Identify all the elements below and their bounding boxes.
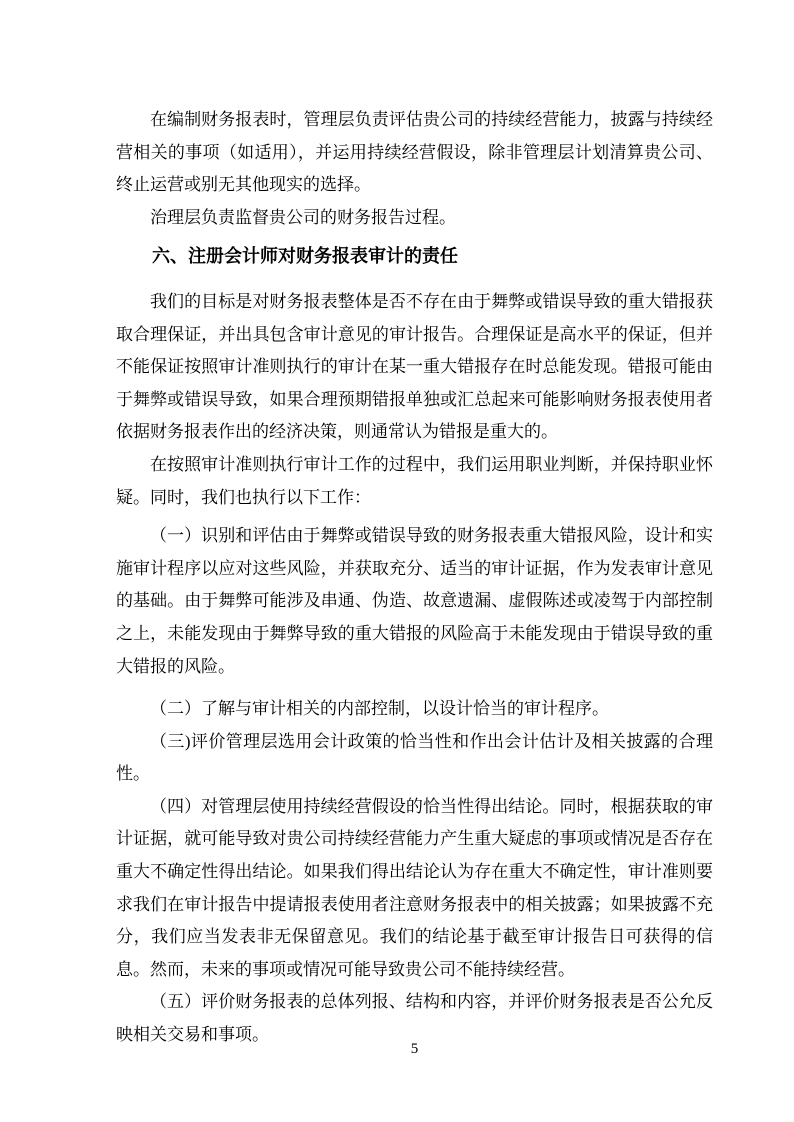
paragraph-audit-objective: 我们的目标是对财务报表整体是否不存在由于舞弊或错误导致的重大错报获取合理保证，并出具包含审计意见的审计报告。合理保证是高水平的保证，但并不能保证按照审计准则执行的审计在某一重大错报存在时总能发现。错报可能由于舞弊或错误导致，如果合理预期错报单独或汇总起来可能影响财务报表使用者依据财务报表作出的经济决策，则通常认为错报是重大的。 (116, 291, 713, 442)
document-content (116, 104, 713, 1052)
paragraph-professional-judgment: 在按照审计准则执行审计工作的过程中，我们运用职业判断，并保持职业怀疑。同时，我们也执行以下工作： (116, 454, 713, 507)
paragraph-item-2-internal-control: （二）了解与审计相关的内部控制，以设计恰当的审计程序。 (150, 699, 609, 719)
paragraph-governance-oversight: 治理层负责监督贵公司的财务报告过程。 (150, 207, 456, 227)
paragraph-item-4-going-concern-conclusion: （四）对管理层使用持续经营假设的恰当性得出结论。同时，根据获取的审计证据，就可能导致对贵公司持续经营能力产生重大疑虑的事项或情况是否存在重大不确定性得出结论。如果我们得出结论认为存在重大不确定性，审计准则要求我们在审计报告中提请报表使用者注意财务报表中的相关披露；如果披露不充分，我们应当发表非无保留意见。我们的结论基于截至审计报告日可获得的信息。然而，未来的事项或情况可能导致贵公司不能持续经营。 (116, 796, 713, 979)
paragraph-item-3-accounting-policies: （三)评价管理层选用会计政策的恰当性和作出会计估计及相关披露的合理性。 (116, 731, 713, 784)
paragraph-item-1-risk-assessment: （一）识别和评估由于舞弊或错误导致的财务报表重大错报风险，设计和实施审计程序以应对这些风险，并获取充分、适当的审计证据，作为发表审计意见的基础。由于舞弊可能涉及串通、伪造、故意遗漏、虚假陈述或凌驾于内部控制之上，未能发现由于舞弊导致的重大错报的风险高于未能发现由于错误导致的重大错报的风险。 (116, 526, 713, 676)
page-number: 5 (410, 1041, 419, 1057)
paragraph-management-going-concern: 在编制财务报表时，管理层负责评估贵公司的持续经营能力，披露与持续经营相关的事项（如适用），并运用持续经营假设，除非管理层计划清算贵公司、终止运营或别无其他现实的选择。 (116, 110, 713, 195)
paragraph-item-5-presentation: （五）评价财务报表的总体列报、结构和内容，并评价财务报表是否公允反映相关交易和事项。 (116, 992, 713, 1045)
section-heading-auditor-responsibility: 六、注册会计师对财务报表审计的责任 (152, 246, 458, 267)
